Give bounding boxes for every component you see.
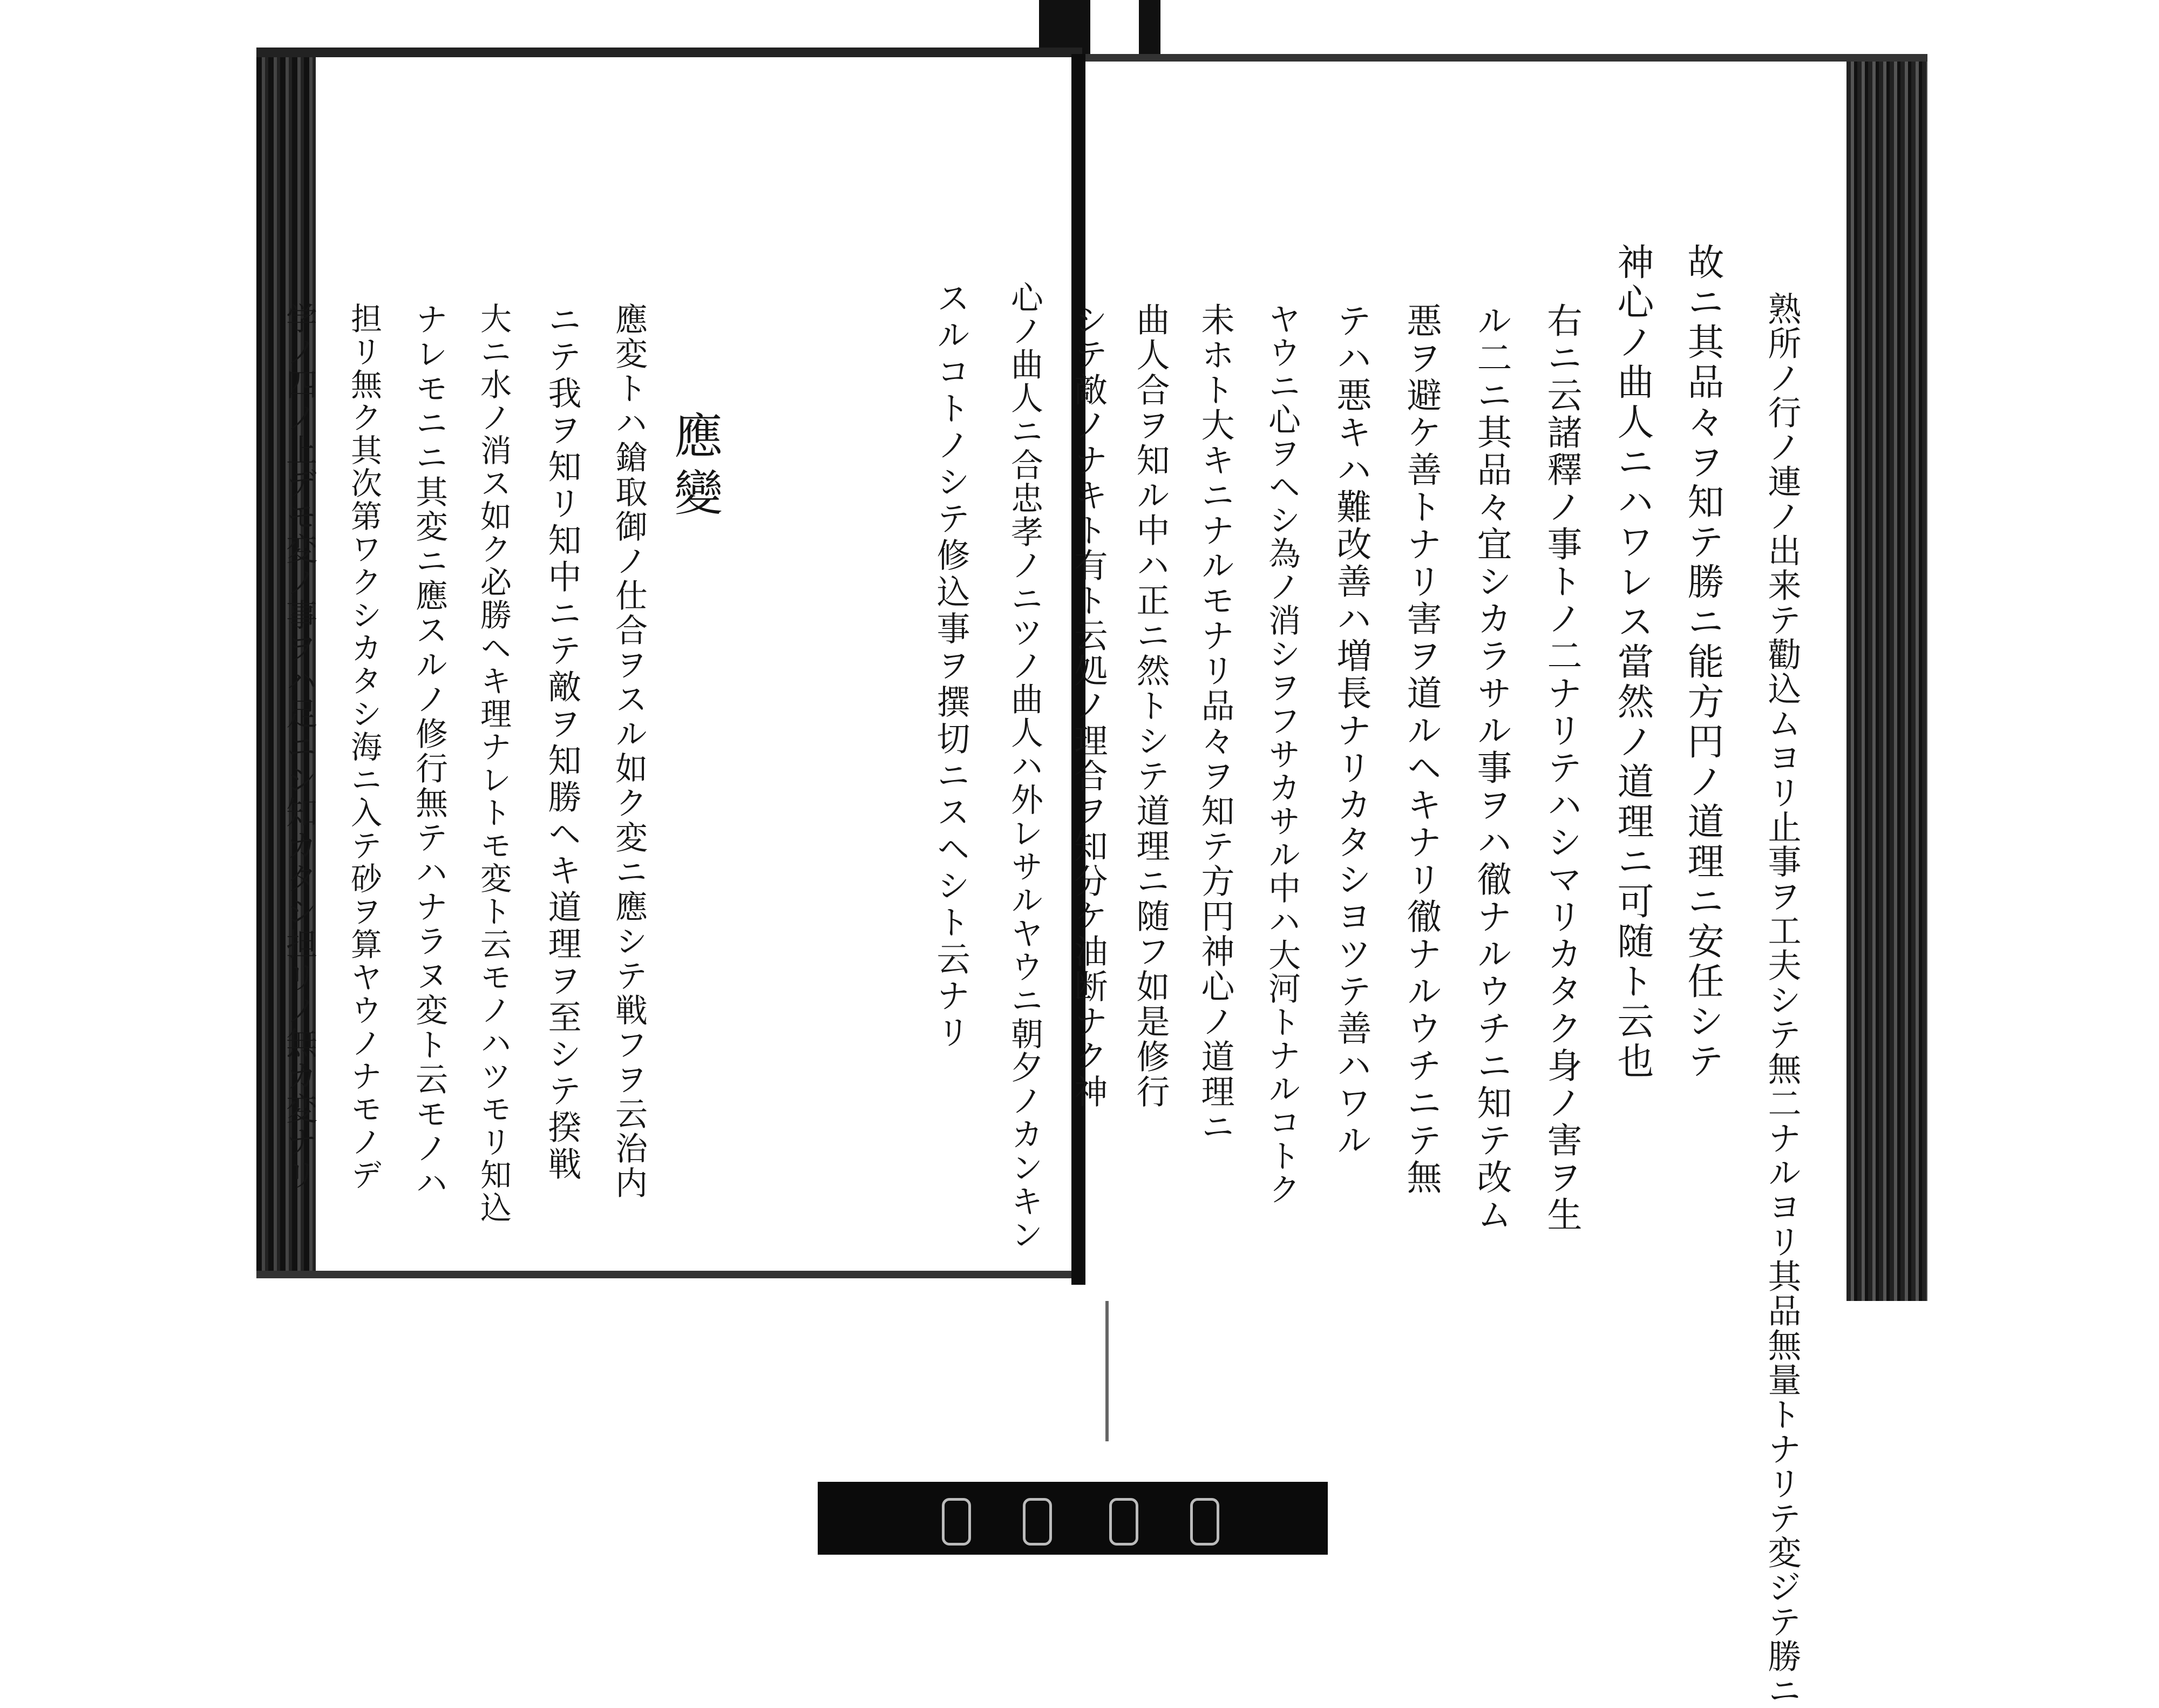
right-page-line-6: 悪ヲ避ケ善トナリ害ヲ道ルヘキナリ徹ナルウチニテ無	[1401, 302, 1441, 1196]
left-page-line-4: ナレモニニ其変ニ應スルノ修行無テハナラヌ変ト云モノハ	[410, 302, 448, 1201]
left-page-top-edge	[256, 48, 1082, 57]
label-digit-frame	[1023, 1498, 1052, 1546]
right-page-line-1: 熟所ノ行ノ連ノ出来テ勸込ムヨリ止事ヲ工夫シテ無二ナルヨリ其品無量トナリテ変ジテ勝ニ	[1762, 292, 1802, 1708]
right-page-top-edge	[1085, 54, 1927, 62]
right-page-edge	[1846, 54, 1927, 1301]
right-page-line-5: ル二ニ其品々宜シカラサル事ヲハ徹ナルウチニ知テ改ム	[1471, 302, 1511, 1233]
left-page-line-5: 担リ無ク其次第ワクシカタシ海ニ入テ砂ヲ算ヤウノナモノデ	[345, 302, 382, 1191]
right-page-line-12: 心ノ曲人ニ合忠孝ノニツノ曲人ハ外レサルヤウニ朝夕ノカンキン	[1006, 281, 1043, 1251]
right-page-line-4: 右ニ云諸釋ノ事トノ二ナリテハシマリカタク身ノ害ヲ生	[1541, 302, 1581, 1233]
label-digit-frame	[1109, 1498, 1138, 1546]
label-digit-frame	[1190, 1498, 1219, 1546]
right-page-line-9: 未ホト大キニナルモナリ品々ヲ知テ方円神心ノ道理ニ	[1196, 302, 1235, 1144]
right-page-line-7: テハ悪キハ難改善ハ増長ナリカタシヨツテ善ハワル	[1330, 302, 1371, 1159]
left-page-heading: 應變	[666, 410, 722, 525]
left-page-line-2: ニテ我ヲ知リ知中ニテ敵ヲ知勝ヘキ道理ヲ至シテ揆戦	[542, 302, 582, 1183]
right-page-line-8: ヤウニ心ヲヘシ為ノ消シヲフサカサル中ハ大河トナルコトク	[1263, 302, 1301, 1206]
left-page-line-3: 大ニ水ノ消ス如ク必勝ヘキ理ナレトモ変ト云モノハツモリ知込	[475, 302, 512, 1224]
left-page-line-1: 應変トハ鎗取御ノ仕合ヲスル如ク変ニ應シテ戦フヲ云治内	[610, 302, 648, 1201]
binding-strip-right	[1139, 0, 1160, 54]
right-page-line-2: 故ニ其品々ヲ知テ勝ニ能方円ノ道理ニ安任シテ	[1681, 243, 1724, 1082]
label-digit-frame	[942, 1498, 971, 1546]
binding-thread	[1105, 1279, 1109, 1441]
left-page-line-6: 学ノ四ノ上デモ変ノ事ヲハ足ニシ知カタシ担リノ無カ変ナリ	[281, 302, 317, 1191]
right-page-line-3: 神心ノ曲人ニハワレス當然ノ道理ニ可随ト云也	[1611, 243, 1654, 1082]
right-page-line-10: 曲人合ヲ知ル中ハ正ニ然トシテ道理ニ随フ如是修行	[1131, 302, 1170, 1109]
left-page-bottom-edge	[256, 1271, 1082, 1278]
right-page-line-13: スルコトノシテ修込事ヲ撰切ニスヘシト云ナリ	[931, 281, 970, 1052]
archive-label-bar	[818, 1482, 1328, 1555]
right-page-line-11: シテ敵ノナキト有ト云処ノ理合ヲ知分ケ油断ナク神	[1069, 302, 1108, 1109]
